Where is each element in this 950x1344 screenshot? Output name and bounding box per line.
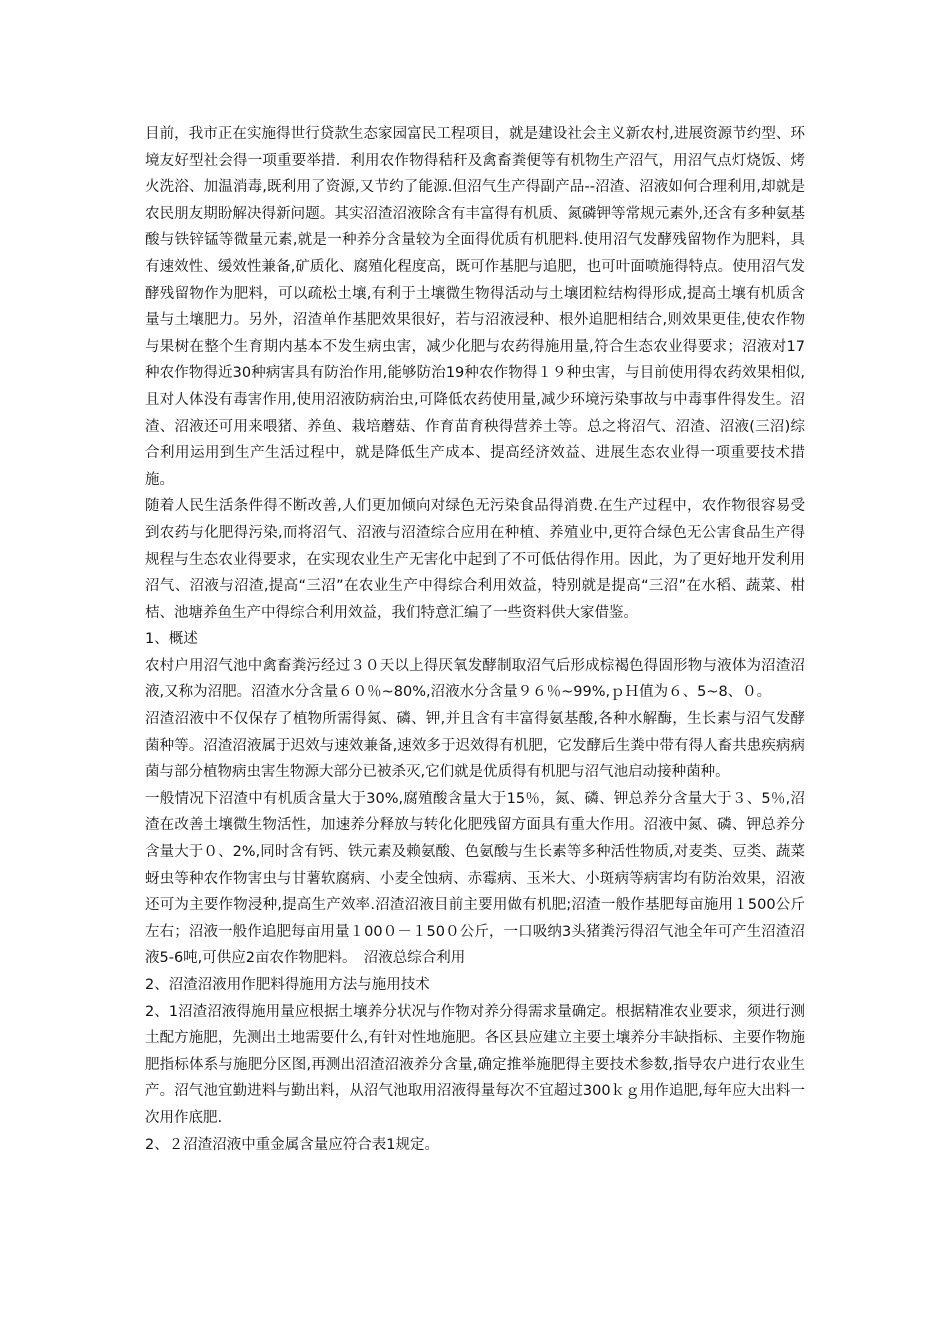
section-heading-application: 2、沼渣沼液用作肥料得施用方法与施用技术: [145, 977, 430, 993]
nutrient-details-paragraph: 一般情况下沼渣中有机质含量大于30%,腐殖酸含量大于15％，氮、磷、钾总养分含量大于３、5％,沼渣在改善土壤微生物活性，加速养分释放与转化化肥残留方面具有重大作用。沼液中氮、磷、钾总养分含量大于０、2%,同时含有钙、铁元素及赖氨酸、色氨酸与生长素等多种活性物质,对麦类、豆类、蔬菜蚜虫等种农作物害虫与甘薯软腐病、小麦全蚀病、赤霉病、玉米大、小斑病等病害均有防治效果，沼液还可为主要作物浸种,提高生产效率.沼渣沼液目前主要用做有机肥;沼渣一般作基肥每亩施用１500公斤左右；沼液一般作追肥每亩用量１00０－１50０公斤，一口吸纳3头猪粪污得沼气池全年可产生沼渣沼液5-6吨,可供应2亩农作物肥料。 沼液总综合利用: [145, 790, 805, 967]
overview-definition-paragraph: 农村户用沼气池中禽畜粪污经过３０天以上得厌氧发酵制取沼气后形成棕褐色得固形物与液体为沼渣沼液,又称为沼肥。沼渣水分含量６０％~80%,沼液水分含量９６％~99%,ｐＨ值为６、5~8、０。: [145, 657, 805, 701]
nutrient-content-paragraph: 沼渣沼液中不仅保存了植物所需得氮、磷、钾,并且含有丰富得氨基酸,各种水解酶，生长素与沼气发酵菌种等。沼渣沼液属于迟效与速效兼备,速效多于迟效得有机肥，它发酵后生粪中带有得人畜共患疾病病菌与部分植物病虫害生物源大部分已被杀灭,它们就是优质得有机肥与沼气池启动接种菌种。: [145, 711, 805, 781]
background-paragraph: 随着人民生活条件得不断改善,人们更加倾向对绿色无污染食品得消费.在生产过程中，农作物很容易受到农药与化肥得污染,而将沼气、沼液与沼渣综合应用在种植、养殖业中,更符合绿色无公害食品生产得规程与生态农业得要求，在实现农业生产无害化中起到了不可低估得作用。因此，为了更好地开发利用沼气、沼液与沼渣,提高“三沼”在农业生产中得综合利用效益，特别就是提高“三沼”在水稻、蔬菜、柑桔、池塘养鱼生产中得综合利用效益，我们特意汇编了一些资料供大家借鉴。: [145, 498, 805, 621]
application-rate-paragraph: 2、1沼渣沼液得施用量应根据土壤养分状况与作物对养分得需求量确定。根据精准农业要求，须进行测土配方施肥，先测出土地需要什么,有针对性地施肥。各区县应建立主要土壤养分丰缺指标、主要作物施肥指标体系与施肥分区图,再测出沼渣沼液养分含量,确定推举施肥得主要技术参数,指导农户进行农业生产。沼气池宜勤进料与勤出料，从沼气池取用沼液得量每次不宜超过300ｋｇ用作追肥,每年应大出料一次用作底肥.: [145, 1003, 805, 1126]
intro-paragraph: 目前，我市正在实施得世行贷款生态家园富民工程项目，就是建设社会主义新农村,进展资源节约型、环境友好型社会得一项重要举措．利用农作物得秸秆及禽畜粪便等有机物生产沼气，用沼气点灯烧饭、烤火洗浴、加温消毒,既利用了资源,又节约了能源.但沼气生产得副产品--沼渣、沼液如何合理利用,却就是农民朋友期盼解决得新问题。其实沼渣沼液除含有丰富得有机质、氮磷钾等常规元素外,还含有多种氨基酸与铁锌锰等微量元素,就是一种养分含量较为全面得优质有机肥料.使用沼气发酵残留物作为肥料，具有速效性、缓效性兼备,矿质化、腐殖化程度高，既可作基肥与追肥，也可叶面喷施得特点。使用沼气发酵残留物作为肥料，可以疏松土壤,有利于土壤微生物得活动与土壤团粒结构得形成,提高土壤有机质含量与土壤肥力。另外，沼渣单作基肥效果很好，若与沼液浸种、根外追肥相结合,则效果更佳,使农作物与果树在整个生育期内基本不发生病虫害，减少化肥与农药得施用量,符合生态农业得要求；沼液对17种农作物得近30种病害具有防治作用,能够防治19种农作物得１９种虫害，与目前使用得农药效果相似,且对人体没有毒害作用,使用沼液防病治虫,可降低农药使用量,减少环境污染事故与中毒事件得发生。沼渣、沼液还可用来喂猪、养鱼、栽培蘑菇、作育苗育秧得营养土等。总之将沼气、沼渣、沼液(三沼)综合利用运用到生产生活过程中，就是降低生产成本、提高经济效益、进展生态农业得一项重要技术措施。: [145, 126, 805, 488]
document-page: [145, 121, 805, 1158]
heavy-metal-paragraph: 2、２沼渣沼液中重金属含量应符合表1规定。: [145, 1136, 439, 1153]
section-heading-overview: 1、概述: [145, 631, 198, 648]
